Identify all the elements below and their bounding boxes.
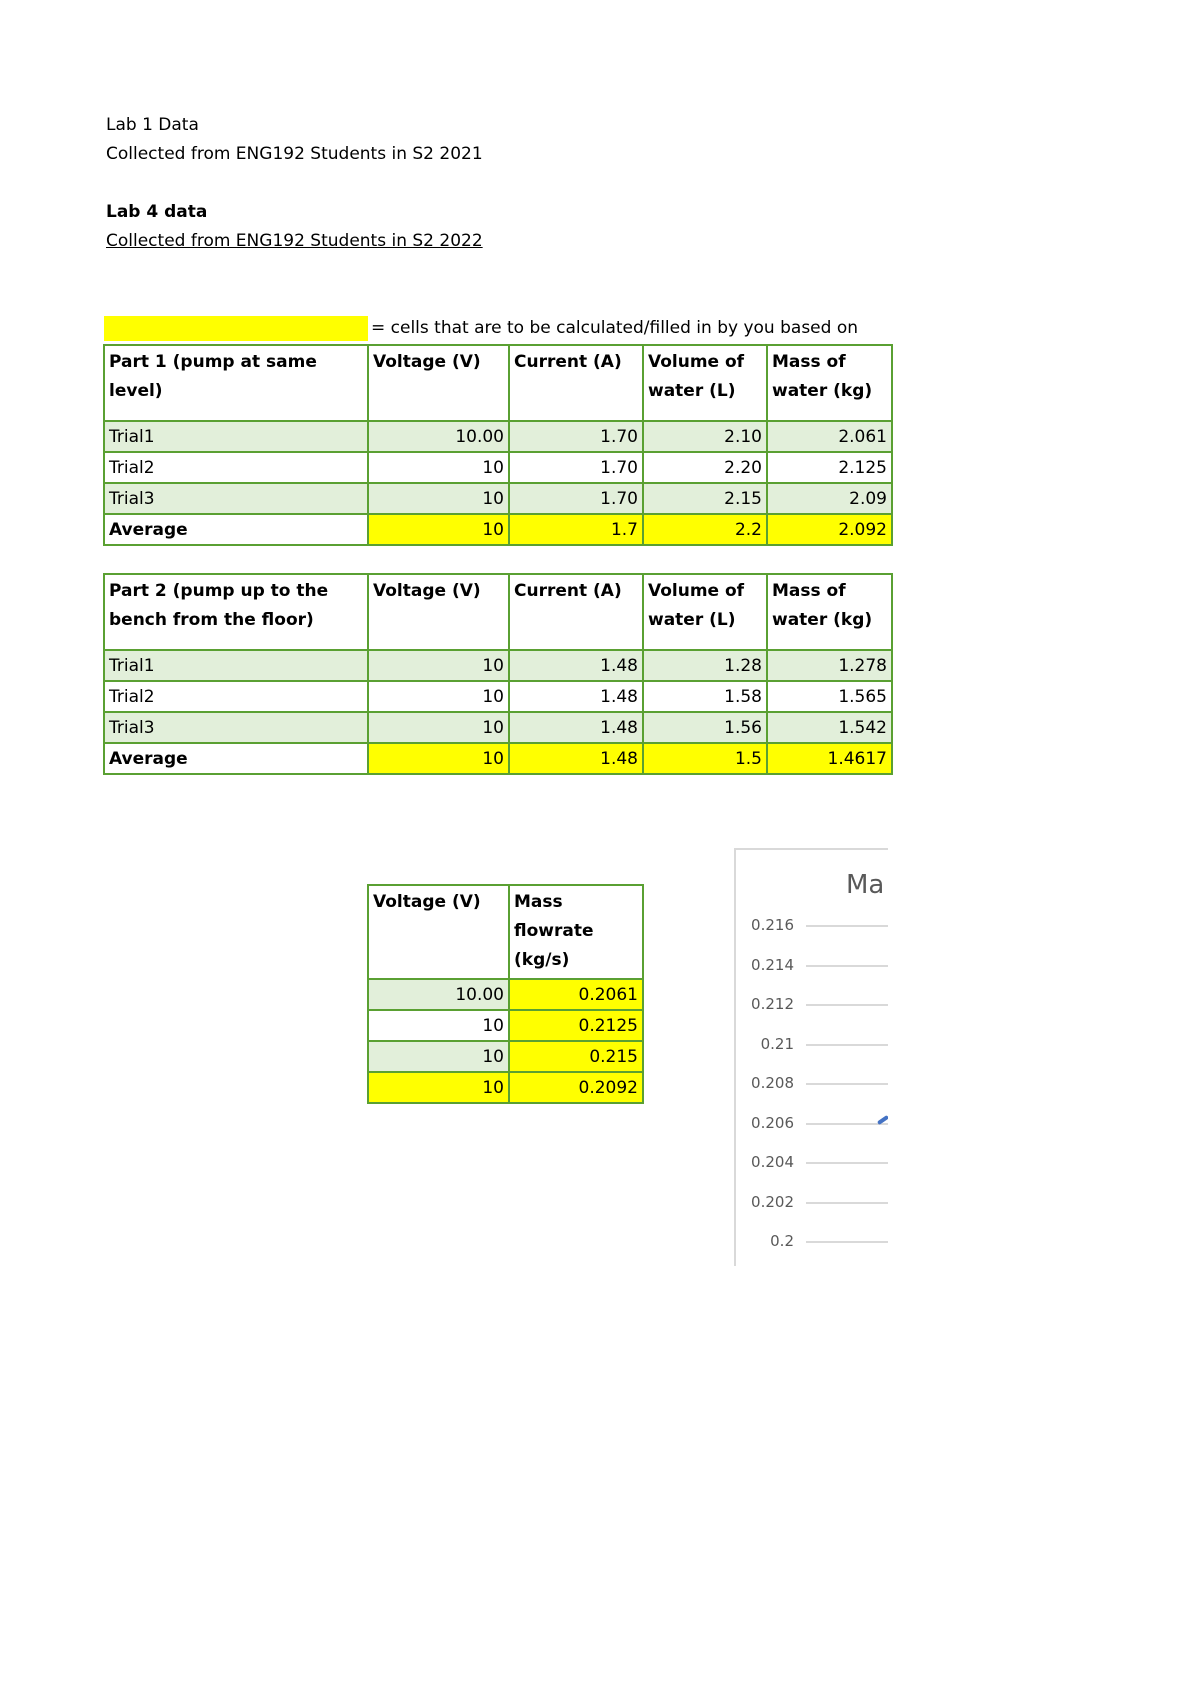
part2-header-volume: Volume of water (L) — [643, 574, 767, 650]
table-row — [104, 712, 892, 743]
chart-y-tick-label: 0.21 — [760, 1034, 794, 1053]
cell-voltage: 10 — [368, 743, 509, 774]
part1-header-volume: Volume of water (L) — [643, 345, 767, 421]
chart-gridline — [806, 1202, 888, 1204]
cell-current: 1.70 — [509, 483, 643, 514]
row-label: Trial1 — [104, 650, 368, 681]
chart-y-tick-label: 0.214 — [751, 955, 794, 974]
cell-voltage: 10 — [368, 452, 509, 483]
chart-gridline — [806, 1241, 888, 1243]
part2-header-voltage: Voltage (V) — [368, 574, 509, 650]
table-row — [368, 1072, 643, 1103]
table-row — [104, 483, 892, 514]
row-label: Average — [104, 514, 368, 545]
cell-volume: 2.2 — [643, 514, 767, 545]
chart-y-tick-label: 0.204 — [751, 1153, 794, 1171]
doc-title-lab4: Lab 4 data — [106, 202, 208, 222]
part1-header-voltage: Voltage (V) — [368, 345, 509, 421]
chart-gridline — [806, 1162, 888, 1164]
table-row — [368, 1041, 643, 1072]
cell-current: 1.48 — [509, 650, 643, 681]
chart-gridline — [806, 1004, 888, 1006]
chart-gridline — [806, 1083, 888, 1085]
cell-mass: 2.092 — [767, 514, 892, 545]
cell-volume: 2.15 — [643, 483, 767, 514]
cell-volume: 1.58 — [643, 681, 767, 712]
cell-flowrate: 0.2092 — [509, 1072, 643, 1103]
cell-mass: 2.09 — [767, 483, 892, 514]
cell-voltage: 10 — [368, 1010, 509, 1041]
chart-y-tick-label: 0.212 — [751, 995, 794, 1013]
cell-flowrate: 0.2125 — [509, 1010, 643, 1041]
row-label: Average — [104, 743, 368, 774]
part1-table — [103, 344, 893, 546]
cell-voltage: 10 — [368, 483, 509, 514]
cell-volume: 1.5 — [643, 743, 767, 774]
chart-gridline — [806, 965, 888, 967]
chart-y-tick-label: 0.216 — [751, 916, 794, 934]
cell-flowrate: 0.2061 — [509, 979, 643, 1010]
chart-title: Ma — [846, 870, 885, 900]
row-label: Trial3 — [104, 483, 368, 514]
row-label: Trial1 — [104, 421, 368, 452]
table-row — [368, 979, 643, 1010]
cell-current: 1.7 — [509, 514, 643, 545]
cell-flowrate: 0.215 — [509, 1041, 643, 1072]
cell-mass: 1.278 — [767, 650, 892, 681]
cell-voltage: 10 — [368, 1041, 509, 1072]
chart-gridline — [806, 1123, 888, 1125]
chart-y-tick-label: 0.206 — [751, 1113, 794, 1132]
mass-flowrate-chart[interactable] — [734, 848, 888, 1266]
cell-current: 1.48 — [509, 681, 643, 712]
cell-volume: 2.10 — [643, 421, 767, 452]
cell-mass: 1.4617 — [767, 743, 892, 774]
cell-current: 1.48 — [509, 712, 643, 743]
legend-swatch — [104, 316, 368, 341]
cell-current: 1.70 — [509, 452, 643, 483]
cell-voltage: 10 — [368, 650, 509, 681]
table-row-average — [104, 514, 892, 545]
flow-header-voltage: Voltage (V) — [368, 885, 509, 979]
table-row — [104, 681, 892, 712]
cell-mass: 2.125 — [767, 452, 892, 483]
row-label: Trial3 — [104, 712, 368, 743]
cell-voltage: 10.00 — [368, 979, 509, 1010]
cell-voltage: 10 — [368, 1072, 509, 1103]
cell-voltage: 10.00 — [368, 421, 509, 452]
row-label: Trial2 — [104, 452, 368, 483]
table-row — [104, 650, 892, 681]
cell-voltage: 10 — [368, 712, 509, 743]
chart-y-tick-label: 0.202 — [751, 1192, 794, 1211]
cell-current: 1.70 — [509, 421, 643, 452]
part1-header-current: Current (A) — [509, 345, 643, 421]
doc-title-lab1: Lab 1 Data — [106, 115, 199, 135]
cell-voltage: 10 — [368, 681, 509, 712]
table-row — [104, 452, 892, 483]
cell-current: 1.48 — [509, 743, 643, 774]
part2-header-mass: Mass of water (kg) — [767, 574, 892, 650]
cell-voltage: 10 — [368, 514, 509, 545]
cell-mass: 2.061 — [767, 421, 892, 452]
cell-mass: 1.542 — [767, 712, 892, 743]
cell-volume: 1.56 — [643, 712, 767, 743]
flow-header-flowrate: Mass flowrate (kg/s) — [509, 885, 643, 979]
cell-volume: 2.20 — [643, 452, 767, 483]
legend-text: = cells that are to be calculated/filled in by you based on — [371, 318, 858, 338]
table-row — [104, 421, 892, 452]
part1-header-mass: Mass of water (kg) — [767, 345, 892, 421]
part2-header-label: Part 2 (pump up to the bench from the floor) — [104, 574, 368, 650]
cell-mass: 1.565 — [767, 681, 892, 712]
table-row — [368, 1010, 643, 1041]
cell-volume: 1.28 — [643, 650, 767, 681]
part1-header-label: Part 1 (pump at same level) — [104, 345, 368, 421]
row-label: Trial2 — [104, 681, 368, 712]
chart-gridline — [806, 925, 888, 927]
flowrate-table — [367, 884, 644, 1104]
chart-gridline — [806, 1044, 888, 1046]
part2-header-current: Current (A) — [509, 574, 643, 650]
doc-subtitle-2021: Collected from ENG192 Students in S2 2021 — [106, 144, 483, 164]
doc-subtitle-2022: Collected from ENG192 Students in S2 2022 — [106, 231, 483, 251]
chart-y-tick-label: 0.2 — [770, 1232, 794, 1250]
part2-table — [103, 573, 893, 775]
table-row-average — [104, 743, 892, 774]
chart-y-tick-label: 0.208 — [751, 1074, 794, 1092]
